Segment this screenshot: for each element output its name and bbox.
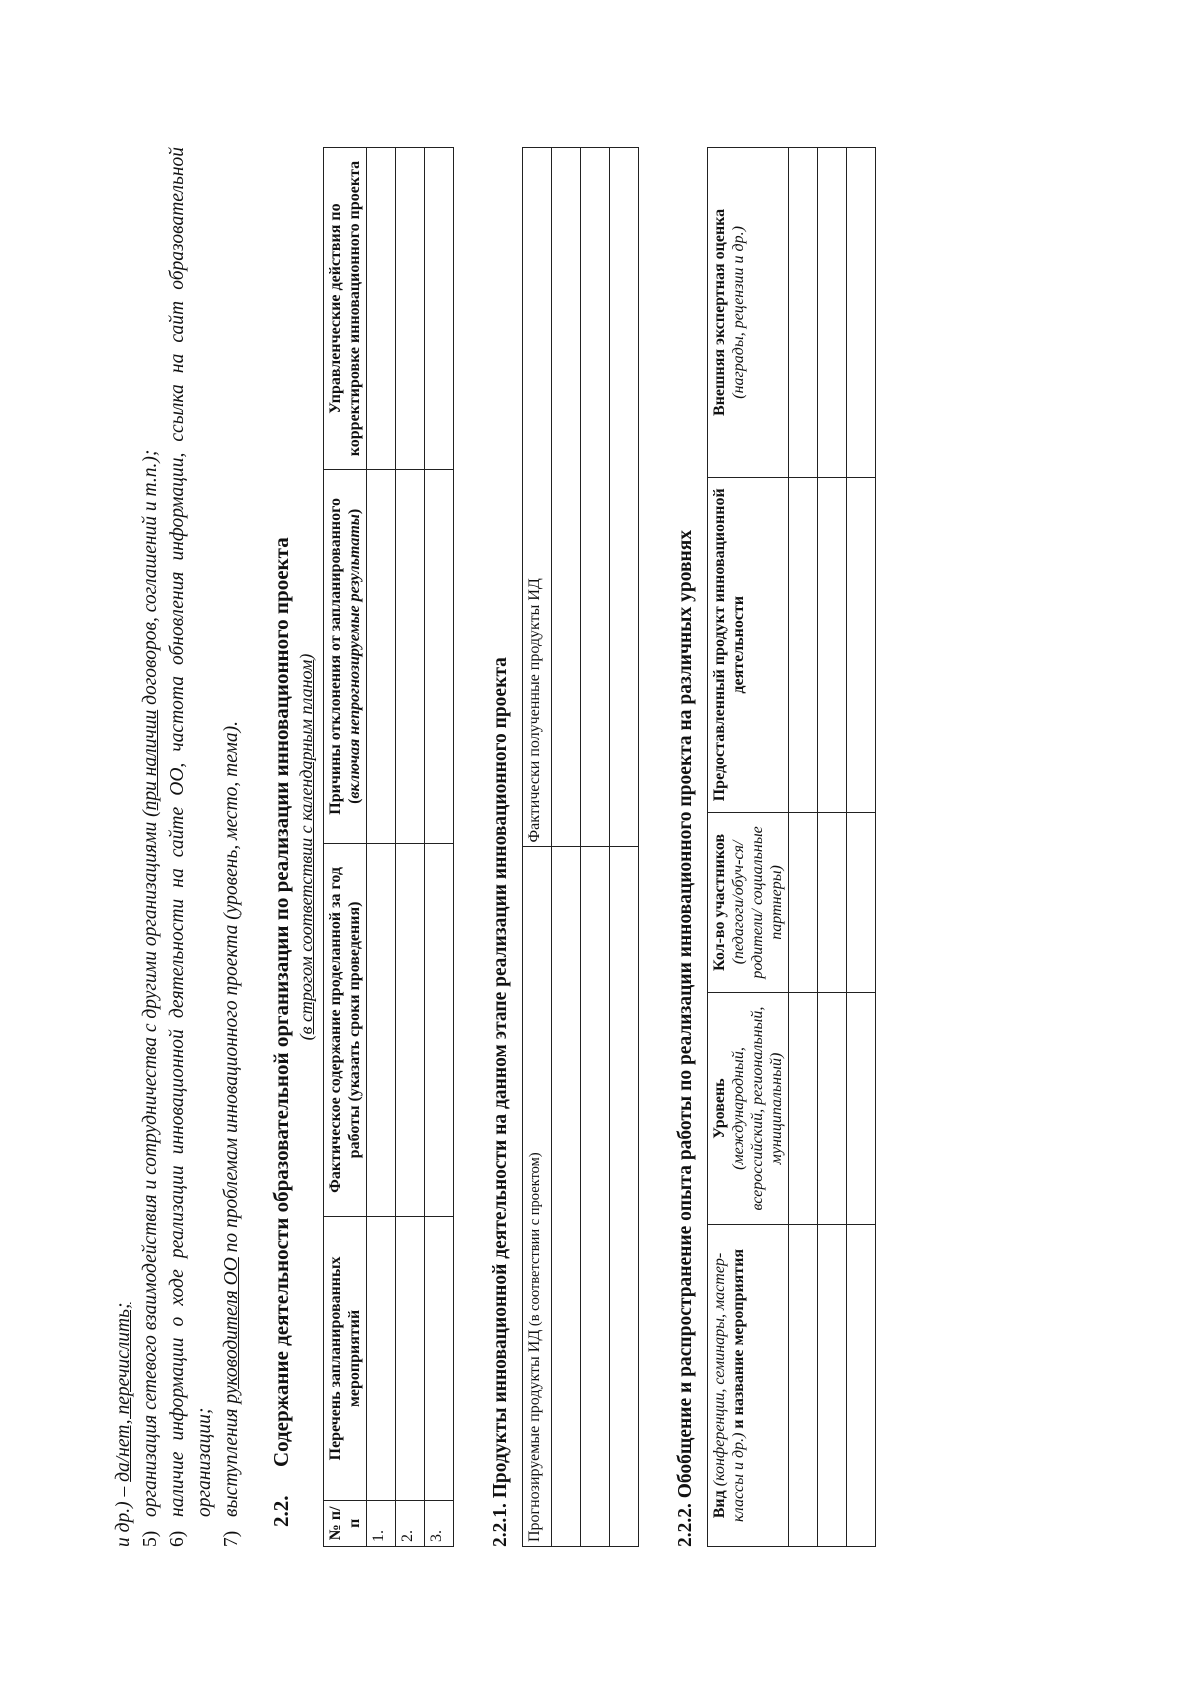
intro-line-0: и др.) – да/нет, перечислить;	[113, 1302, 134, 1547]
section-2-2-note: (в строгом соответствии с календарным планом)	[296, 653, 316, 1041]
products-table-header	[523, 148, 552, 1547]
section-2-2-1-heading: 2.2.1. Продукты инновационной деятельности на данном этапе реализации инновационного проекта	[490, 657, 511, 1547]
table-row	[789, 148, 818, 1547]
table-row	[847, 148, 876, 1547]
product-header: Предоставленный продукт инновационной деятельности	[708, 477, 789, 812]
level-header: Уровень (международный, всероссийский, региональный, муниципальный)	[708, 993, 789, 1225]
table-row	[610, 148, 639, 1547]
intro-item-6: 6) наличие информации о ходе реализации инновационной деятельности на сайте ОО, частота обновления информации, ссылка на сайт образовательной организации;	[167, 147, 215, 1547]
activity-table	[323, 147, 454, 1547]
expert-evaluation-header: Внешняя экспертная оценка (награды, рецензии и др.)	[708, 148, 789, 478]
table-row	[552, 148, 581, 1547]
table-row: 3.	[425, 148, 454, 1547]
dissemination-table	[707, 147, 876, 1547]
section-2-2-heading: 2.2.Содержание деятельности образовательной организации по реализации инновационного проекта	[269, 537, 293, 1527]
products-table	[522, 147, 639, 1547]
table-row: 1.	[367, 148, 396, 1547]
col-reasons-header: Причины отклонения от запланированного (включая непрогнозируемые результаты)	[324, 470, 367, 844]
intro-list	[110, 147, 245, 1547]
forecast-products-header: Прогнозируемые продукты ИД (в соответствии с проектом)	[523, 847, 552, 1547]
section-2-2-2-heading: 2.2.2. Обобщение и распространение опыта работы по реализации инновационного проекта на различных уровнях	[675, 529, 696, 1547]
table-row	[818, 148, 847, 1547]
intro-item-5: 5) организация сетевого взаимодействия и сотрудничества с другими организациями (при наличии договоров, соглашений и т.п.);	[140, 449, 161, 1547]
col-actual-header: Фактическое содержание проделанной за год работы (указать сроки проведения)	[324, 843, 367, 1217]
event-type-header: Вид (конференции, семинары, мастер-классы и др.) и название мероприятия	[708, 1224, 789, 1546]
col-actions-header: Управленческие действия по корректировке инновационного проекта	[324, 148, 367, 470]
intro-item-7: 7) выступления руководителя ОО по проблемам инновационного проекта (уровень, место, тема).	[221, 721, 242, 1547]
document-page	[110, 147, 876, 1547]
actual-products-header: Фактически полученные продукты ИД	[523, 148, 552, 848]
table-row	[581, 148, 610, 1547]
table-row: 2.	[396, 148, 425, 1547]
dissemination-table-header	[708, 148, 789, 1547]
col-num-header: № п/п	[324, 1500, 367, 1546]
participants-header: Кол-во участников (педагоги/обуч-ся/родители/ социальные партнеры)	[708, 812, 789, 992]
activity-table-header	[324, 148, 367, 1547]
col-planned-header: Перечень запланированных мероприятий	[324, 1217, 367, 1500]
